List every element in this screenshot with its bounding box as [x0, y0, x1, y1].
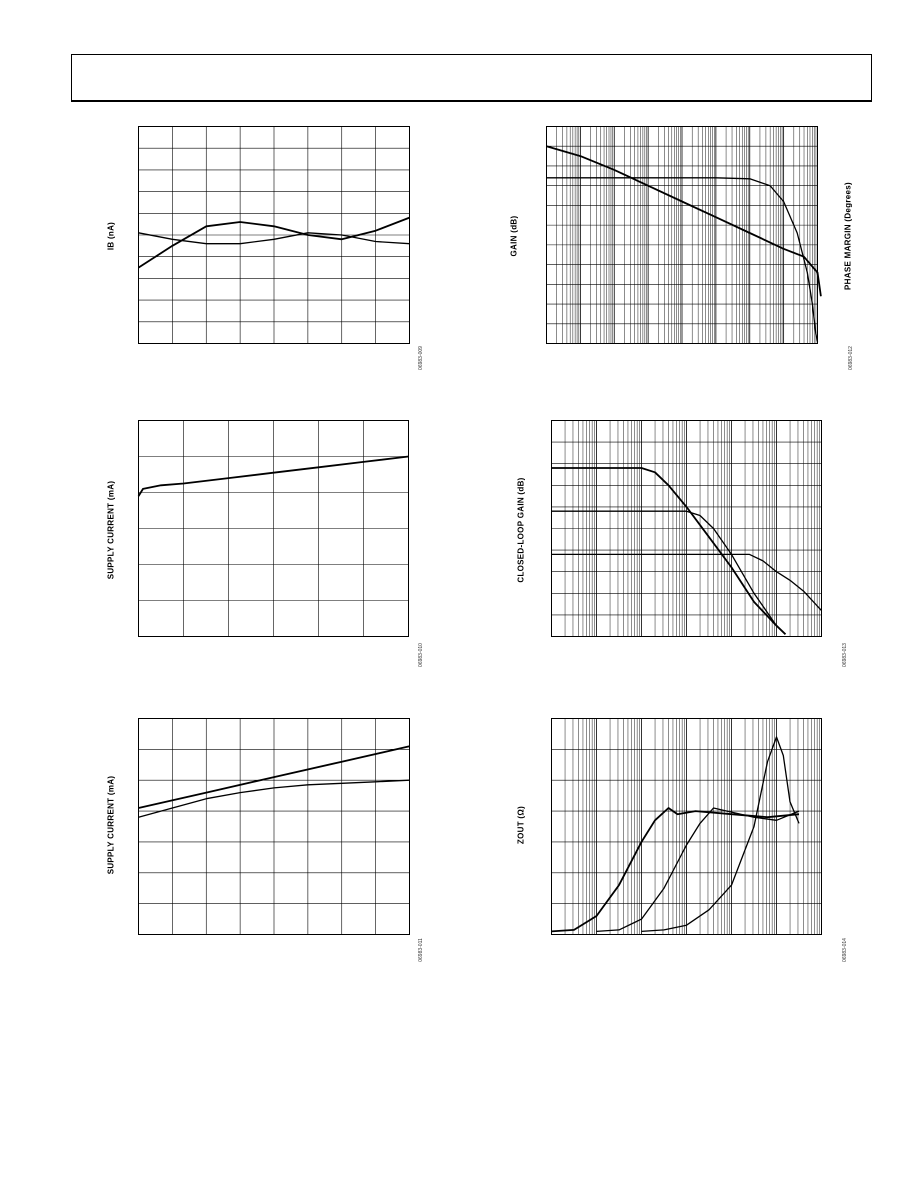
chart-5-grid	[552, 421, 822, 637]
chart-1-ylabel: IB (nA)	[106, 221, 116, 251]
chart-6-series-line-3	[642, 737, 800, 931]
chart-6-ylabel: ZOUT (Ω)	[516, 805, 526, 845]
page-header-box	[71, 54, 872, 102]
chart-4-ylabel: GAIN (dB)	[509, 215, 519, 257]
chart-2-figure-number: 06983-010	[418, 643, 424, 667]
chart-3-grid	[139, 719, 410, 935]
chart-5-ylabel: CLOSED-LOOP GAIN (dB)	[516, 477, 526, 583]
chart-2-grid	[139, 421, 409, 637]
chart-zout	[551, 718, 822, 935]
chart-3-figure-number: 06983-011	[418, 938, 424, 962]
chart-2-ylabel: SUPPLY CURRENT (mA)	[106, 480, 116, 580]
chart-4-figure-number: 06983-012	[848, 346, 854, 370]
chart-gain-phase	[546, 126, 818, 344]
chart-supply-current-1	[138, 420, 409, 637]
chart-6-series-line-1	[552, 808, 800, 931]
chart-closed-loop-gain	[551, 420, 822, 637]
chart-5-figure-number: 06983-013	[842, 643, 848, 667]
chart-ib-vs-x	[138, 126, 410, 344]
chart-3-ylabel: SUPPLY CURRENT (mA)	[106, 775, 116, 875]
chart-1-grid	[139, 127, 410, 344]
chart-supply-current-2	[138, 718, 410, 935]
chart-4-y2label: PHASE MARGIN (Degrees)	[843, 182, 853, 290]
chart-6-figure-number: 06983-014	[842, 938, 848, 962]
chart-1-figure-number: 06983-009	[418, 346, 424, 370]
chart-4-series-line-1	[547, 146, 821, 296]
